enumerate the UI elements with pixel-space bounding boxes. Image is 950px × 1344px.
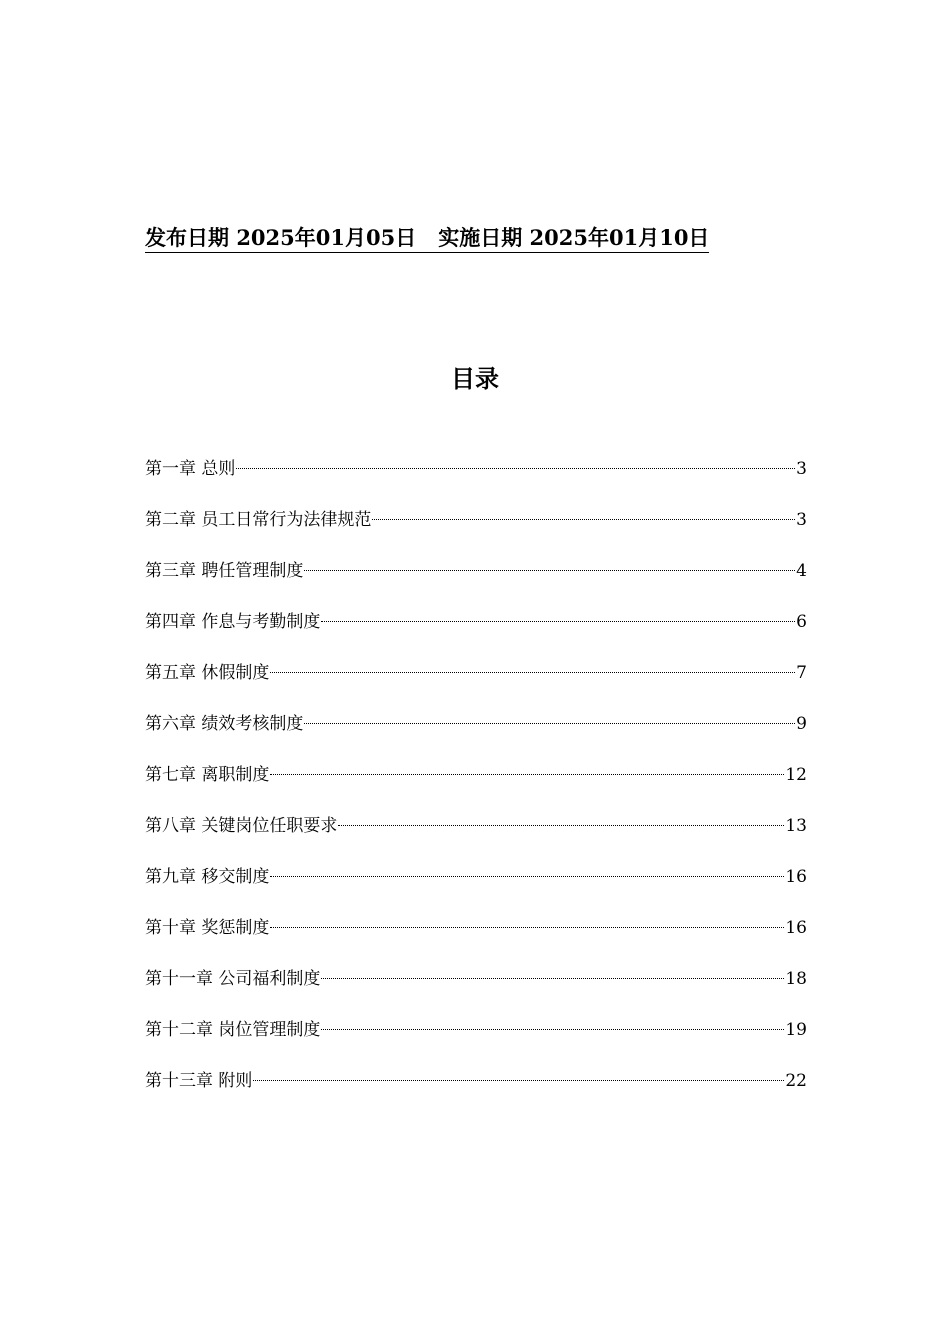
toc-entry-label: 第一章 总则 <box>145 459 236 479</box>
toc-entry[interactable] <box>145 557 807 608</box>
toc-entry-page: 7 <box>796 663 807 683</box>
toc-entry-label: 第六章 绩效考核制度 <box>145 714 304 734</box>
dot-leader <box>270 774 784 775</box>
dot-leader <box>236 468 795 469</box>
publish-date-value: 2025年01月05日 <box>236 225 417 250</box>
toc-entry-label: 第七章 离职制度 <box>145 765 270 785</box>
publish-date-label: 发布日期 <box>145 225 229 250</box>
toc-entry-label: 第九章 移交制度 <box>145 867 270 887</box>
toc-entry[interactable] <box>145 608 807 659</box>
dot-leader <box>270 876 784 877</box>
toc-entry-page: 18 <box>785 969 807 989</box>
table-of-contents <box>145 455 807 1118</box>
toc-entry-page: 12 <box>785 765 807 785</box>
toc-entry[interactable] <box>145 506 807 557</box>
dot-leader <box>270 672 795 673</box>
dot-leader <box>321 978 784 979</box>
dot-leader <box>338 825 784 826</box>
toc-entry[interactable] <box>145 863 807 914</box>
toc-entry[interactable] <box>145 455 807 506</box>
toc-entry-page: 16 <box>785 867 807 887</box>
dot-leader <box>321 621 795 622</box>
toc-entry[interactable] <box>145 965 807 1016</box>
toc-entry-page: 6 <box>796 612 807 632</box>
toc-entry-label: 第八章 关键岗位任职要求 <box>145 816 338 836</box>
toc-entry-page: 19 <box>785 1020 807 1040</box>
toc-entry-label: 第五章 休假制度 <box>145 663 270 683</box>
toc-entry-label: 第三章 聘任管理制度 <box>145 561 304 581</box>
toc-entry-page: 9 <box>796 714 807 734</box>
toc-entry[interactable] <box>145 761 807 812</box>
effective-date-value: 2025年01月10日 <box>529 225 710 250</box>
toc-entry-page: 16 <box>785 918 807 938</box>
toc-entry-label: 第十二章 岗位管理制度 <box>145 1020 321 1040</box>
dot-leader <box>304 723 795 724</box>
dot-leader <box>304 570 795 571</box>
toc-entry-label: 第四章 作息与考勤制度 <box>145 612 321 632</box>
toc-entry[interactable] <box>145 914 807 965</box>
toc-entry-page: 3 <box>796 510 807 530</box>
toc-entry-label: 第二章 员工日常行为法律规范 <box>145 510 372 530</box>
dot-leader <box>253 1080 784 1081</box>
toc-entry-label: 第十章 奖惩制度 <box>145 918 270 938</box>
toc-title: 目录 <box>451 364 499 393</box>
toc-entry[interactable] <box>145 1016 807 1067</box>
toc-entry[interactable] <box>145 812 807 863</box>
toc-entry-page: 13 <box>785 816 807 836</box>
toc-entry[interactable] <box>145 710 807 761</box>
toc-entry[interactable] <box>145 659 807 710</box>
toc-entry-page: 3 <box>796 459 807 479</box>
dot-leader <box>321 1029 784 1030</box>
toc-entry-page: 22 <box>785 1071 807 1091</box>
toc-entry-label: 第十三章 附则 <box>145 1071 253 1091</box>
effective-date-label: 实施日期 <box>438 225 523 250</box>
dot-leader <box>270 927 784 928</box>
dot-leader <box>372 519 795 520</box>
date-line <box>145 224 709 253</box>
toc-entry-page: 4 <box>796 561 807 581</box>
toc-entry-label: 第十一章 公司福利制度 <box>145 969 321 989</box>
toc-entry[interactable] <box>145 1067 807 1118</box>
